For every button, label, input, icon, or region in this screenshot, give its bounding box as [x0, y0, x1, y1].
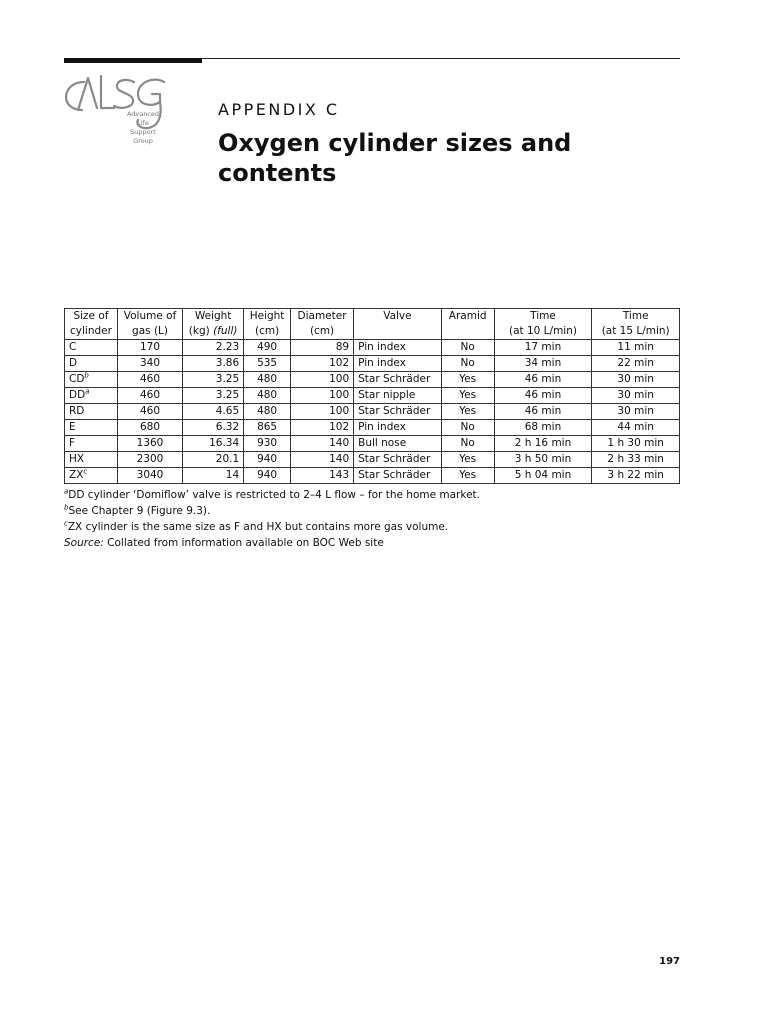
cell-value: RD: [69, 405, 85, 417]
column-header-line: [187, 324, 239, 339]
logo-line: Life: [137, 119, 149, 127]
table-cell-diameter: [291, 468, 354, 484]
column-header-line: gas (L): [132, 325, 168, 337]
table-cell-aramid: [441, 436, 494, 452]
cell-value: 2.23: [215, 341, 240, 353]
table-row: [65, 340, 680, 356]
table-cell-time10: [494, 436, 592, 452]
table-cell-aramid: [441, 372, 494, 388]
table-cell-weight: [183, 452, 244, 468]
table-row: [65, 436, 680, 452]
cell-value: DD: [69, 389, 86, 401]
cell-value: 460: [139, 405, 161, 417]
table-row: [65, 468, 680, 484]
column-header-line: (at 15 L/min): [601, 325, 670, 337]
cell-value: 680: [139, 421, 161, 433]
table-cell-diameter: [291, 452, 354, 468]
cell-value: 30 min: [617, 373, 654, 385]
table-cell-height: [244, 452, 291, 468]
column-header-unit: (kg): [188, 325, 214, 337]
column-header-line: Time: [530, 310, 556, 322]
alsg-logo-text: [108, 110, 178, 146]
page-title: Oxygen cylinder sizes and contents: [218, 129, 572, 187]
cell-value: 3 h 22 min: [607, 469, 664, 481]
cell-value: 170: [139, 341, 161, 353]
table-cell-size: [65, 452, 118, 468]
cell-value: 3.86: [215, 357, 240, 369]
column-header-line: cylinder: [70, 325, 112, 337]
table-row: [65, 372, 680, 388]
table-cell-time10: [494, 388, 592, 404]
table-cell-weight: [183, 468, 244, 484]
source-note: [64, 535, 680, 551]
table-cell-volume: [117, 340, 182, 356]
table-cell-valve: [354, 420, 442, 436]
table-cell-time15: [592, 452, 680, 468]
table-cell-time15: [592, 420, 680, 436]
footnote-a: [64, 487, 680, 503]
page-number: 197: [659, 956, 680, 967]
cell-value: Pin index: [358, 421, 406, 433]
column-header: [354, 309, 442, 340]
table-cell-volume: [117, 436, 182, 452]
table-notes: [64, 487, 680, 551]
source-text: Collated from information available on BOC Web site: [103, 537, 384, 549]
footnote-mark: c: [83, 467, 88, 476]
cell-value: 100: [329, 389, 350, 401]
cell-value: 140: [329, 437, 350, 449]
cell-value: C: [69, 341, 77, 353]
cell-value: Pin index: [358, 357, 406, 369]
table-cell-valve: [354, 372, 442, 388]
footnote-mark: b: [84, 371, 89, 380]
table-cell-volume: [117, 404, 182, 420]
table-cell-volume: [117, 356, 182, 372]
cell-value: Yes: [459, 405, 477, 417]
cell-value: 535: [257, 357, 278, 369]
cell-value: Yes: [459, 453, 477, 465]
table-cell-time15: [592, 388, 680, 404]
cell-value: 3.25: [215, 373, 240, 385]
cell-value: 46 min: [524, 373, 562, 385]
column-header-line: Diameter: [297, 310, 347, 322]
table-cell-diameter: [291, 420, 354, 436]
table-cell-diameter: [291, 372, 354, 388]
table-cell-valve: [354, 452, 442, 468]
cell-value: Yes: [459, 469, 477, 481]
table-cell-valve: [354, 388, 442, 404]
cell-value: 46 min: [524, 389, 562, 401]
cell-value: 16.34: [209, 437, 240, 449]
table-cell-diameter: [291, 340, 354, 356]
table-cell-volume: [117, 452, 182, 468]
table-cell-weight: [183, 388, 244, 404]
cell-value: 11 min: [617, 341, 654, 353]
table-cell-time15: [592, 436, 680, 452]
column-header: [441, 309, 494, 340]
column-header: [183, 309, 244, 340]
cell-value: 2 h 16 min: [514, 437, 572, 449]
table-cell-weight: [183, 404, 244, 420]
table-cell-aramid: [441, 452, 494, 468]
table-cell-time10: [494, 420, 592, 436]
cell-value: 5 h 04 min: [514, 469, 572, 481]
table-cell-weight: [183, 372, 244, 388]
table-cell-time10: [494, 372, 592, 388]
column-header: [244, 309, 291, 340]
table-header: [65, 309, 680, 340]
cell-value: HX: [69, 453, 85, 465]
column-header-line: Volume of: [123, 310, 177, 322]
logo-line: Group: [133, 137, 153, 145]
table-cell-time15: [592, 404, 680, 420]
footnote-text: DD cylinder ‘Domiflow’ valve is restricted to 2–4 L flow – for the home market.: [68, 489, 480, 501]
table-cell-size: [65, 404, 118, 420]
alsg-logo: [64, 70, 170, 154]
cell-value: 4.65: [215, 405, 240, 417]
table-cell-diameter: [291, 356, 354, 372]
cell-value: Star Schräder: [358, 453, 431, 465]
table-cell-aramid: [441, 388, 494, 404]
cell-value: 44 min: [617, 421, 654, 433]
table-row: [65, 452, 680, 468]
cell-value: 20.1: [215, 453, 240, 465]
table-cell-height: [244, 340, 291, 356]
table-cell-time10: [494, 404, 592, 420]
column-header-line: Size of: [73, 310, 109, 322]
table-cell-height: [244, 388, 291, 404]
table-cell-size: [65, 340, 118, 356]
cell-value: 480: [257, 373, 278, 385]
table-cell-time15: [592, 468, 680, 484]
cell-value: Star Schräder: [358, 405, 431, 417]
cell-value: 460: [139, 373, 161, 385]
header-rule-accent: [64, 58, 202, 63]
cell-value: 17 min: [524, 341, 562, 353]
table-row: [65, 388, 680, 404]
table-cell-size: [65, 436, 118, 452]
cell-value: 102: [329, 357, 350, 369]
table-cell-valve: [354, 340, 442, 356]
cell-value: Yes: [459, 389, 477, 401]
cell-value: 14: [225, 469, 240, 481]
appendix-label: APPENDIX C: [218, 100, 340, 119]
column-header-line: Aramid: [448, 310, 487, 322]
cell-value: F: [69, 437, 76, 449]
column-header-line: [358, 324, 437, 339]
table-cell-time10: [494, 452, 592, 468]
column-header-line: (cm): [254, 325, 280, 337]
table-cell-valve: [354, 436, 442, 452]
cell-value: No: [460, 341, 475, 353]
table-cell-height: [244, 436, 291, 452]
column-header-line: Height: [249, 310, 285, 322]
cell-value: 480: [257, 389, 278, 401]
table-cell-time10: [494, 468, 592, 484]
cell-value: ZX: [69, 469, 84, 481]
cell-value: 30 min: [617, 389, 654, 401]
cell-value: Yes: [459, 373, 477, 385]
table-body: [65, 340, 680, 484]
cell-value: 89: [335, 341, 350, 353]
footnote-c: [64, 519, 680, 535]
column-header: [494, 309, 592, 340]
cell-value: Pin index: [358, 341, 406, 353]
cell-value: 3040: [136, 469, 164, 481]
table-cell-aramid: [441, 420, 494, 436]
cell-value: 6.32: [215, 421, 240, 433]
cell-value: Star Schräder: [358, 469, 431, 481]
cell-value: 3 h 50 min: [514, 453, 572, 465]
column-header-line: Weight: [194, 310, 232, 322]
cell-value: 68 min: [524, 421, 562, 433]
cell-value: Star nipple: [358, 389, 416, 401]
table-cell-weight: [183, 436, 244, 452]
footnote-mark: a: [64, 487, 69, 496]
footnote-text: See Chapter 9 (Figure 9.3).: [68, 505, 211, 517]
cell-value: No: [460, 421, 475, 433]
footnote-mark: a: [85, 387, 90, 396]
table-header-row: [65, 309, 680, 340]
footnote-b: [64, 503, 680, 519]
table-cell-diameter: [291, 388, 354, 404]
table-cell-aramid: [441, 340, 494, 356]
column-header-line: (at 10 L/min): [509, 325, 577, 337]
cell-value: 30 min: [617, 405, 654, 417]
cell-value: 2300: [136, 453, 164, 465]
cell-value: 100: [329, 373, 350, 385]
table-cell-weight: [183, 420, 244, 436]
cell-value: Bull nose: [358, 437, 407, 449]
footnote-mark: b: [64, 503, 69, 512]
column-header: [65, 309, 118, 340]
table-cell-height: [244, 404, 291, 420]
column-header-line: Time: [622, 310, 649, 322]
footnote-text: ZX cylinder is the same size as F and HX but contains more gas volume.: [67, 521, 449, 533]
table-cell-size: [65, 468, 118, 484]
table-cell-time15: [592, 372, 680, 388]
cell-value: E: [69, 421, 76, 433]
table-cell-valve: [354, 468, 442, 484]
cell-value: Star Schräder: [358, 373, 431, 385]
table-cell-weight: [183, 356, 244, 372]
cell-value: CD: [69, 373, 85, 385]
table-cell-height: [244, 356, 291, 372]
cell-value: D: [69, 357, 78, 369]
cell-value: 340: [139, 357, 161, 369]
cell-value: 140: [329, 453, 350, 465]
column-header: [592, 309, 680, 340]
table-cell-height: [244, 468, 291, 484]
cylinder-table: [64, 308, 680, 484]
table-cell-aramid: [441, 404, 494, 420]
column-header-italic: (full): [213, 325, 238, 337]
table-cell-height: [244, 372, 291, 388]
table-row: [65, 404, 680, 420]
table-cell-valve: [354, 356, 442, 372]
table-cell-aramid: [441, 356, 494, 372]
source-label: Source:: [64, 537, 104, 549]
table-cell-size: [65, 388, 118, 404]
cell-value: 940: [257, 469, 278, 481]
table-cell-diameter: [291, 404, 354, 420]
table-cell-size: [65, 372, 118, 388]
cell-value: 100: [329, 405, 350, 417]
cell-value: 22 min: [617, 357, 654, 369]
cell-value: 460: [139, 389, 161, 401]
table-row: [65, 420, 680, 436]
column-header: [291, 309, 354, 340]
column-header-line: Valve: [383, 310, 412, 322]
cell-value: 865: [257, 421, 278, 433]
cell-value: 34 min: [524, 357, 562, 369]
table-cell-size: [65, 356, 118, 372]
table-cell-time10: [494, 340, 592, 356]
table-cell-size: [65, 420, 118, 436]
table-cell-valve: [354, 404, 442, 420]
table-cell-diameter: [291, 436, 354, 452]
cell-value: 490: [257, 341, 278, 353]
table-cell-time10: [494, 356, 592, 372]
table-cell-volume: [117, 372, 182, 388]
cell-value: 940: [257, 453, 278, 465]
column-header-line: [446, 324, 490, 339]
cell-value: 46 min: [524, 405, 562, 417]
cell-value: 102: [329, 421, 350, 433]
cell-value: 1 h 30 min: [607, 437, 664, 449]
cell-value: No: [460, 357, 475, 369]
footnote-mark: c: [64, 519, 68, 528]
table-cell-volume: [117, 388, 182, 404]
cell-value: 143: [329, 469, 350, 481]
table-cell-time15: [592, 340, 680, 356]
column-header-line: (cm): [309, 325, 335, 337]
table-cell-volume: [117, 420, 182, 436]
column-header: [117, 309, 182, 340]
cell-value: 480: [257, 405, 278, 417]
table-cell-volume: [117, 468, 182, 484]
table-cell-height: [244, 420, 291, 436]
cell-value: No: [460, 437, 475, 449]
logo-line: Support: [130, 128, 156, 136]
table-row: [65, 356, 680, 372]
cell-value: 1360: [136, 437, 164, 449]
table-cell-aramid: [441, 468, 494, 484]
logo-line: Advanced: [126, 110, 160, 118]
cell-value: 930: [257, 437, 278, 449]
table-cell-weight: [183, 340, 244, 356]
cell-value: 2 h 33 min: [607, 453, 664, 465]
table-cell-time15: [592, 356, 680, 372]
cell-value: 3.25: [215, 389, 240, 401]
